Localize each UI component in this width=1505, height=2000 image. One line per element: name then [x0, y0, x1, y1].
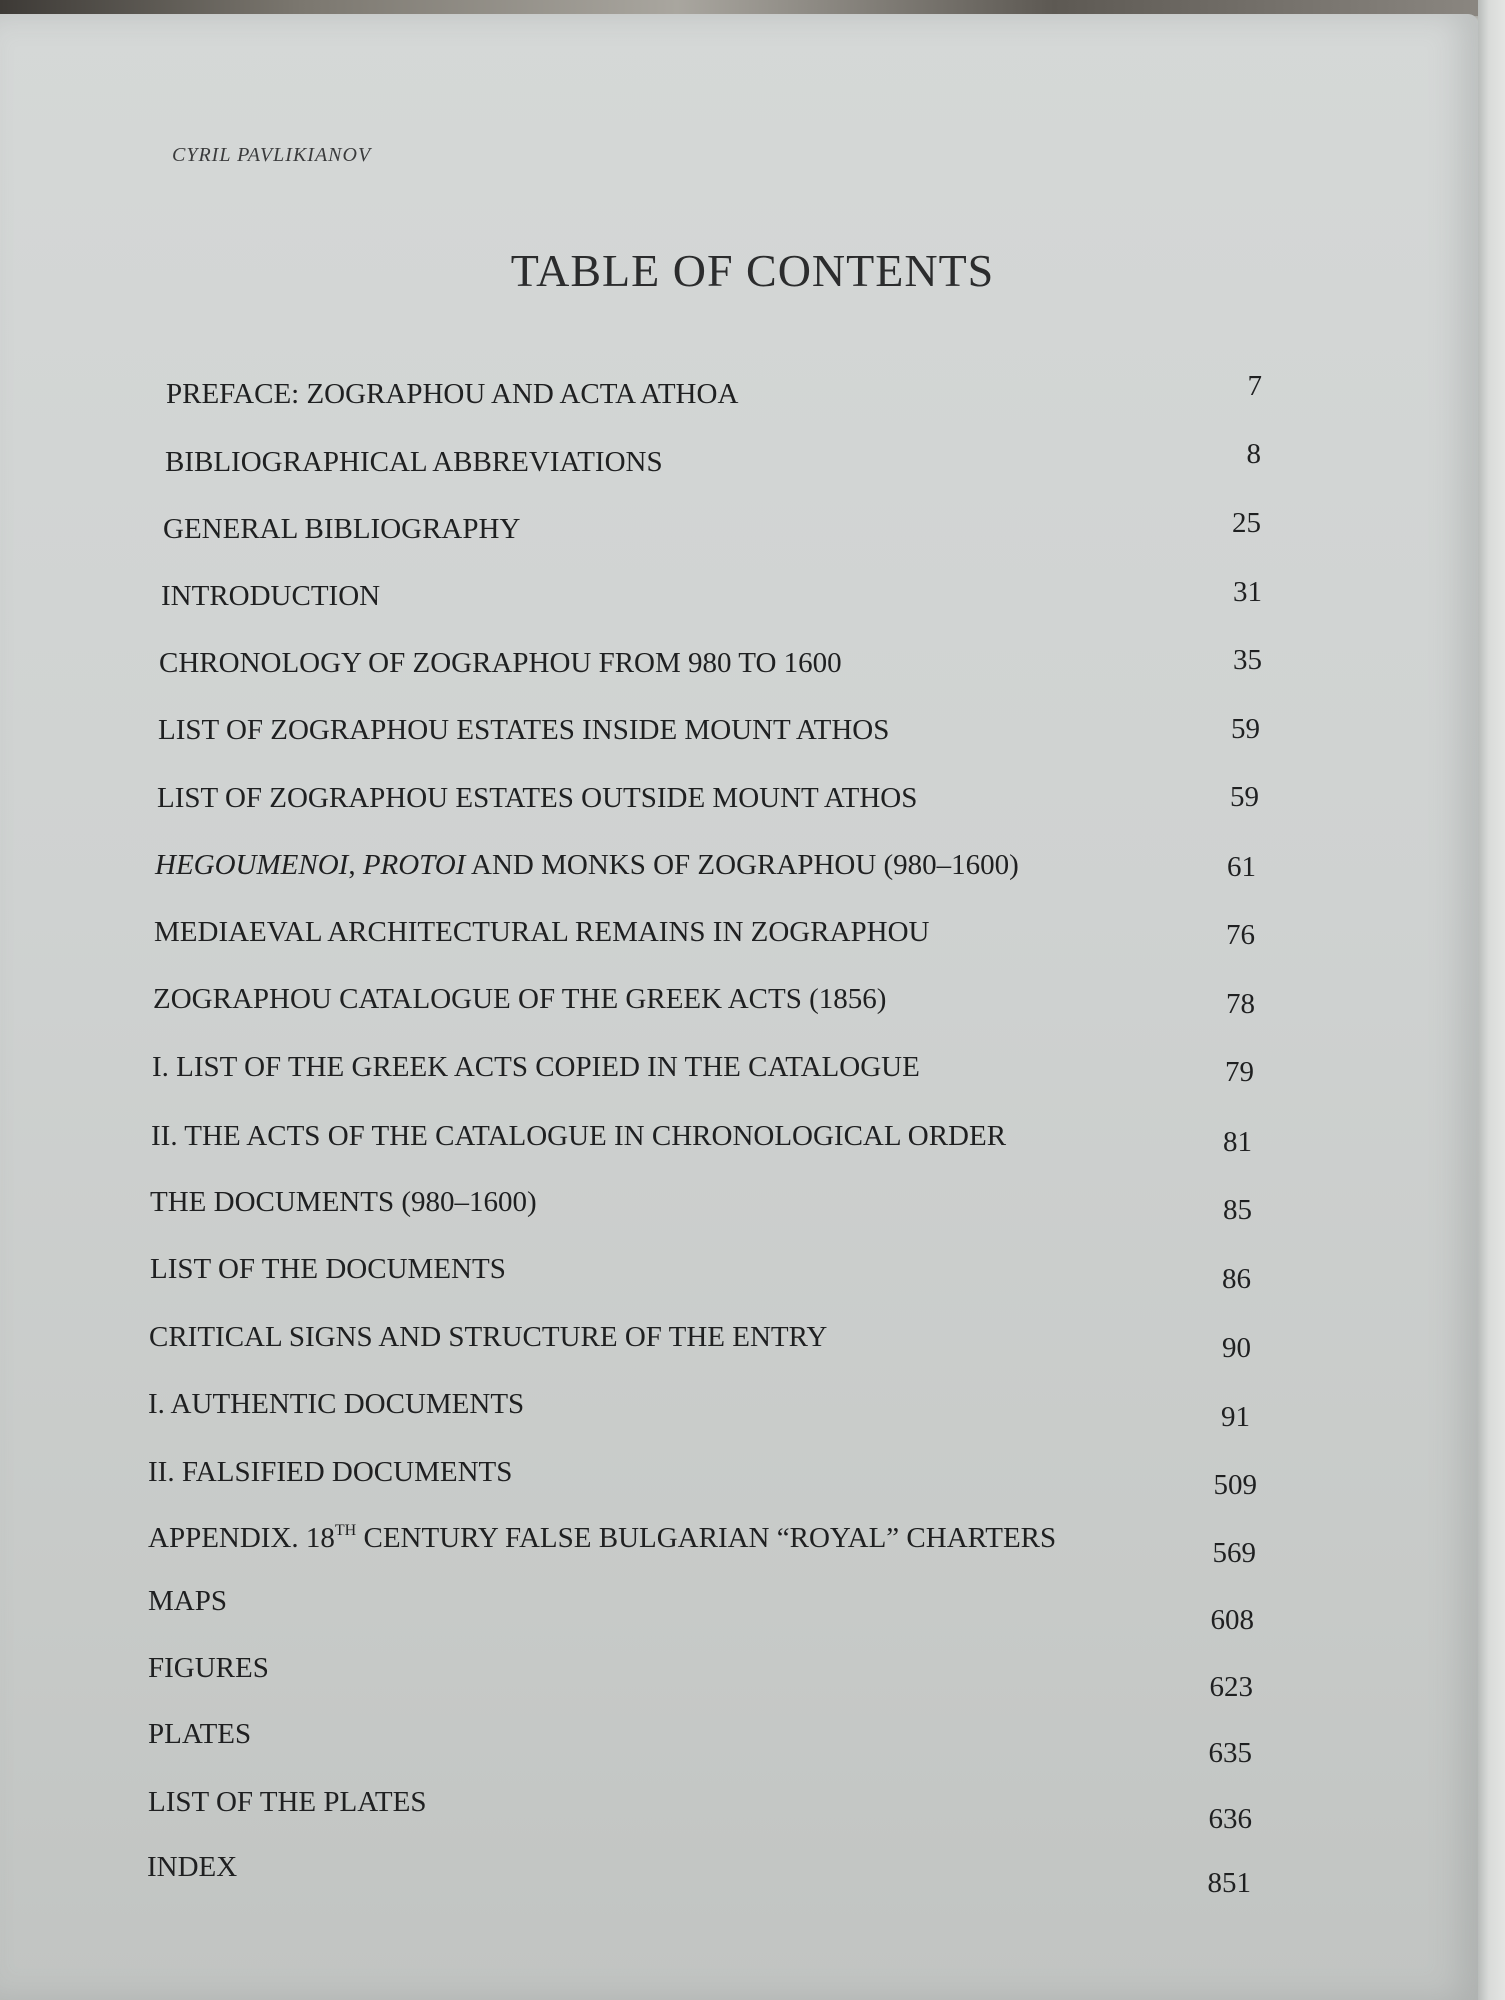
toc-entry-label: FIGURES: [148, 1652, 269, 1684]
toc-entry-label: LIST OF THE PLATES: [148, 1786, 427, 1818]
toc-entry-page: 569: [1212, 1537, 1256, 1569]
toc-entry-label: CRITICAL SIGNS AND STRUCTURE OF THE ENTRY: [149, 1321, 828, 1353]
toc-entry-label: PREFACE: ZOGRAPHOU AND ACTA ATHOA: [166, 378, 739, 410]
toc-entry-page: 623: [1209, 1671, 1253, 1703]
toc-entry-page: 61: [1227, 851, 1256, 883]
toc-entry-page: 31: [1233, 576, 1262, 608]
toc-entry-page: 86: [1222, 1263, 1251, 1295]
page-title: TABLE OF CONTENTS: [510, 245, 995, 296]
toc-entry-label: PLATES: [148, 1718, 252, 1750]
toc-entry-page: 78: [1226, 988, 1255, 1020]
toc-entry-page: 35: [1233, 644, 1262, 676]
toc-entry-page: 85: [1223, 1194, 1252, 1226]
toc-entry-label: LIST OF ZOGRAPHOU ESTATES INSIDE MOUNT ATHOS: [158, 714, 890, 746]
toc-entry-page: 608: [1210, 1604, 1254, 1636]
toc-entry-page: 79: [1225, 1056, 1254, 1088]
toc-entry-label: II. THE ACTS OF THE CATALOGUE IN CHRONOLOGICAL ORDER: [151, 1120, 1007, 1152]
toc-entry-page: 636: [1208, 1803, 1252, 1835]
toc-entry-page: 59: [1231, 713, 1260, 745]
toc-entry-page: 509: [1213, 1469, 1257, 1501]
toc-entry-label-separator: ,: [348, 849, 363, 881]
toc-entry-label: [148, 1522, 1056, 1555]
toc-entry-page: 25: [1232, 507, 1261, 539]
toc-entry-page: 851: [1207, 1867, 1251, 1899]
toc-entry-label: I. AUTHENTIC DOCUMENTS: [148, 1388, 525, 1420]
toc-entry-label-italic: HEGOUMENOI: [155, 849, 349, 881]
toc-entry-label: LIST OF ZOGRAPHOU ESTATES OUTSIDE MOUNT ATHOS: [157, 782, 918, 814]
toc-entry-label: GENERAL BIBLIOGRAPHY: [163, 513, 521, 545]
toc-entry-label: MAPS: [148, 1585, 227, 1617]
toc-entry-label: THE DOCUMENTS (980–1600): [150, 1186, 537, 1218]
toc-entry-label: II. FALSIFIED DOCUMENTS: [148, 1456, 513, 1488]
toc-entry-page: 90: [1222, 1332, 1251, 1364]
toc-entry-label: ZOGRAPHOU CATALOGUE OF THE GREEK ACTS (1856): [153, 983, 887, 1015]
toc-entry-label-pre: APPENDIX. 18: [148, 1522, 335, 1554]
running-head: CYRIL PAVLIKIANOV: [172, 144, 372, 166]
toc-entry-label-superscript: TH: [334, 1522, 357, 1539]
toc-entry-label: I. LIST OF THE GREEK ACTS COPIED IN THE CATALOGUE: [152, 1051, 920, 1083]
toc-entry-page: 635: [1208, 1737, 1252, 1769]
toc-entry-label: BIBLIOGRAPHICAL ABBREVIATIONS: [165, 446, 663, 478]
toc-entry-page: 7: [1247, 370, 1262, 402]
toc-entry-label: CHRONOLOGY OF ZOGRAPHOU FROM 980 TO 1600: [159, 647, 842, 679]
toc-entry-page: 59: [1230, 781, 1259, 813]
toc-entry-label-post: CENTURY FALSE BULGARIAN “ROYAL” CHARTERS: [356, 1522, 1057, 1554]
toc-entry-label: [155, 849, 1019, 882]
toc-entry-label: MEDIAEVAL ARCHITECTURAL REMAINS IN ZOGRAPHOU: [154, 916, 930, 948]
toc-entry-page: 91: [1221, 1401, 1250, 1433]
toc-entry-label: LIST OF THE DOCUMENTS: [150, 1253, 506, 1285]
toc-entry-label: INDEX: [147, 1851, 238, 1883]
toc-entry-page: 8: [1246, 438, 1261, 470]
toc-entry-label-italic: PROTOI: [362, 849, 466, 881]
toc-entry-page: 81: [1223, 1126, 1252, 1158]
toc-entry-label: INTRODUCTION: [161, 580, 381, 612]
toc-entry-label-rest: AND MONKS OF ZOGRAPHOU (980–1600): [465, 849, 1019, 881]
toc-entry-page: 76: [1226, 919, 1255, 951]
